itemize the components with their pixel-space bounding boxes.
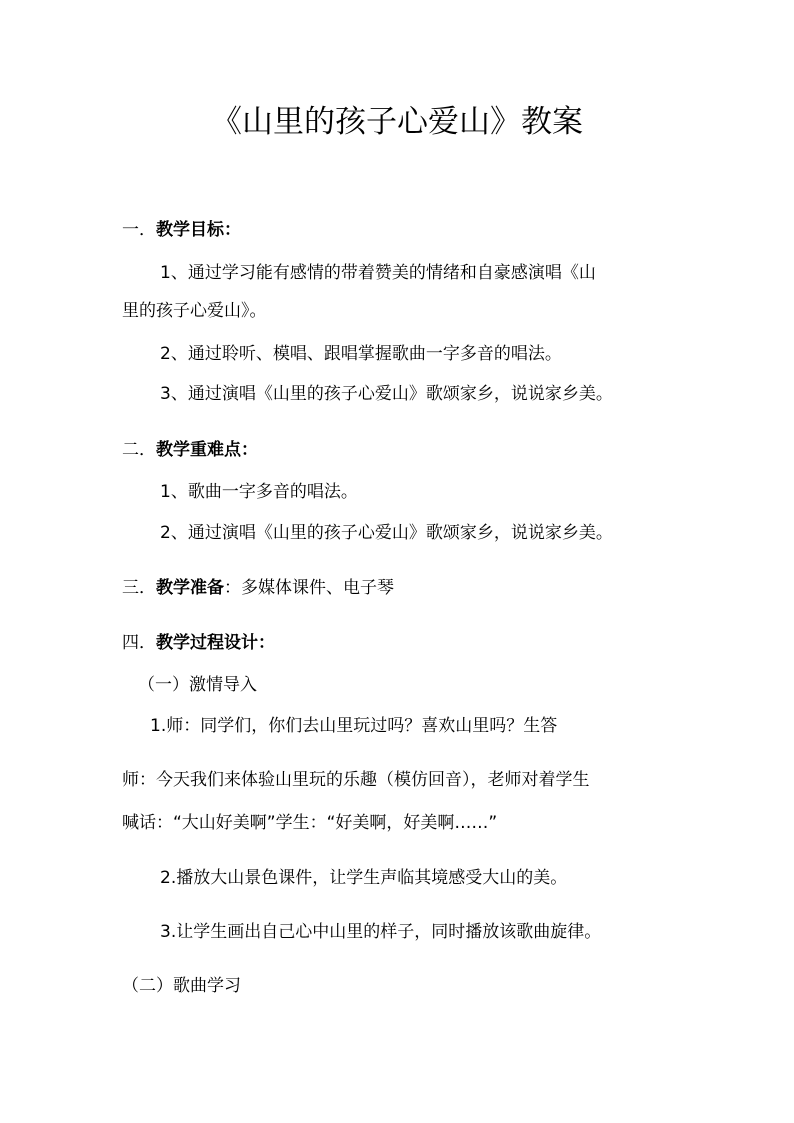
objective-item-1: 1、通过学习能有感情的带着赞美的情绪和自豪感演唱《山 xyxy=(160,263,596,283)
process-teacher-line: 师：今天我们来体验山里玩的乐趣（模仿回音），老师对着学生 xyxy=(122,770,590,790)
document-title: 《山里的孩子心爱山》教案 xyxy=(211,104,583,140)
section-heading-key-points xyxy=(122,438,258,462)
section-title: 教学目标： xyxy=(156,220,241,240)
preparation-text: ：多媒体课件、电子琴 xyxy=(224,578,394,598)
subsection-song-learning: （二）歌曲学习 xyxy=(122,976,241,996)
section-number: 四． xyxy=(122,633,156,653)
section-number: 二． xyxy=(122,440,156,460)
section-title: 教学准备 xyxy=(156,578,224,598)
section-number: 三． xyxy=(122,578,156,598)
section-title: 教学过程设计： xyxy=(156,633,275,653)
objective-item-3: 3、通过演唱《山里的孩子心爱山》歌颂家乡，说说家乡美。 xyxy=(160,384,613,404)
subsection-intro: （一）激情导入 xyxy=(138,675,257,695)
process-step-3: 3.让学生画出自己心中山里的样子，同时播放该歌曲旋律。 xyxy=(160,922,602,942)
process-dialogue-line: 喊话：“大山好美啊”学生：“好美啊，好美啊……” xyxy=(122,813,498,833)
objective-item-1-cont: 里的孩子心爱山》。 xyxy=(122,301,267,321)
key-point-item-1: 1、歌曲一字多音的唱法。 xyxy=(160,482,358,502)
section-heading-process xyxy=(122,631,275,655)
process-step-2: 2.播放大山景色课件，让学生声临其境感受大山的美。 xyxy=(160,868,568,888)
objective-item-2: 2、通过聆听、模唱、跟唱掌握歌曲一字多音的唱法。 xyxy=(160,344,562,364)
section-title: 教学重难点： xyxy=(156,440,258,460)
section-number: 一． xyxy=(122,220,156,240)
section-heading-preparation xyxy=(122,576,394,600)
section-heading-objectives xyxy=(122,218,241,242)
key-point-item-2: 2、通过演唱《山里的孩子心爱山》歌颂家乡，说说家乡美。 xyxy=(160,523,613,543)
process-step-1: 1.师：同学们，你们去山里玩过吗？喜欢山里吗？生答 xyxy=(150,716,558,736)
